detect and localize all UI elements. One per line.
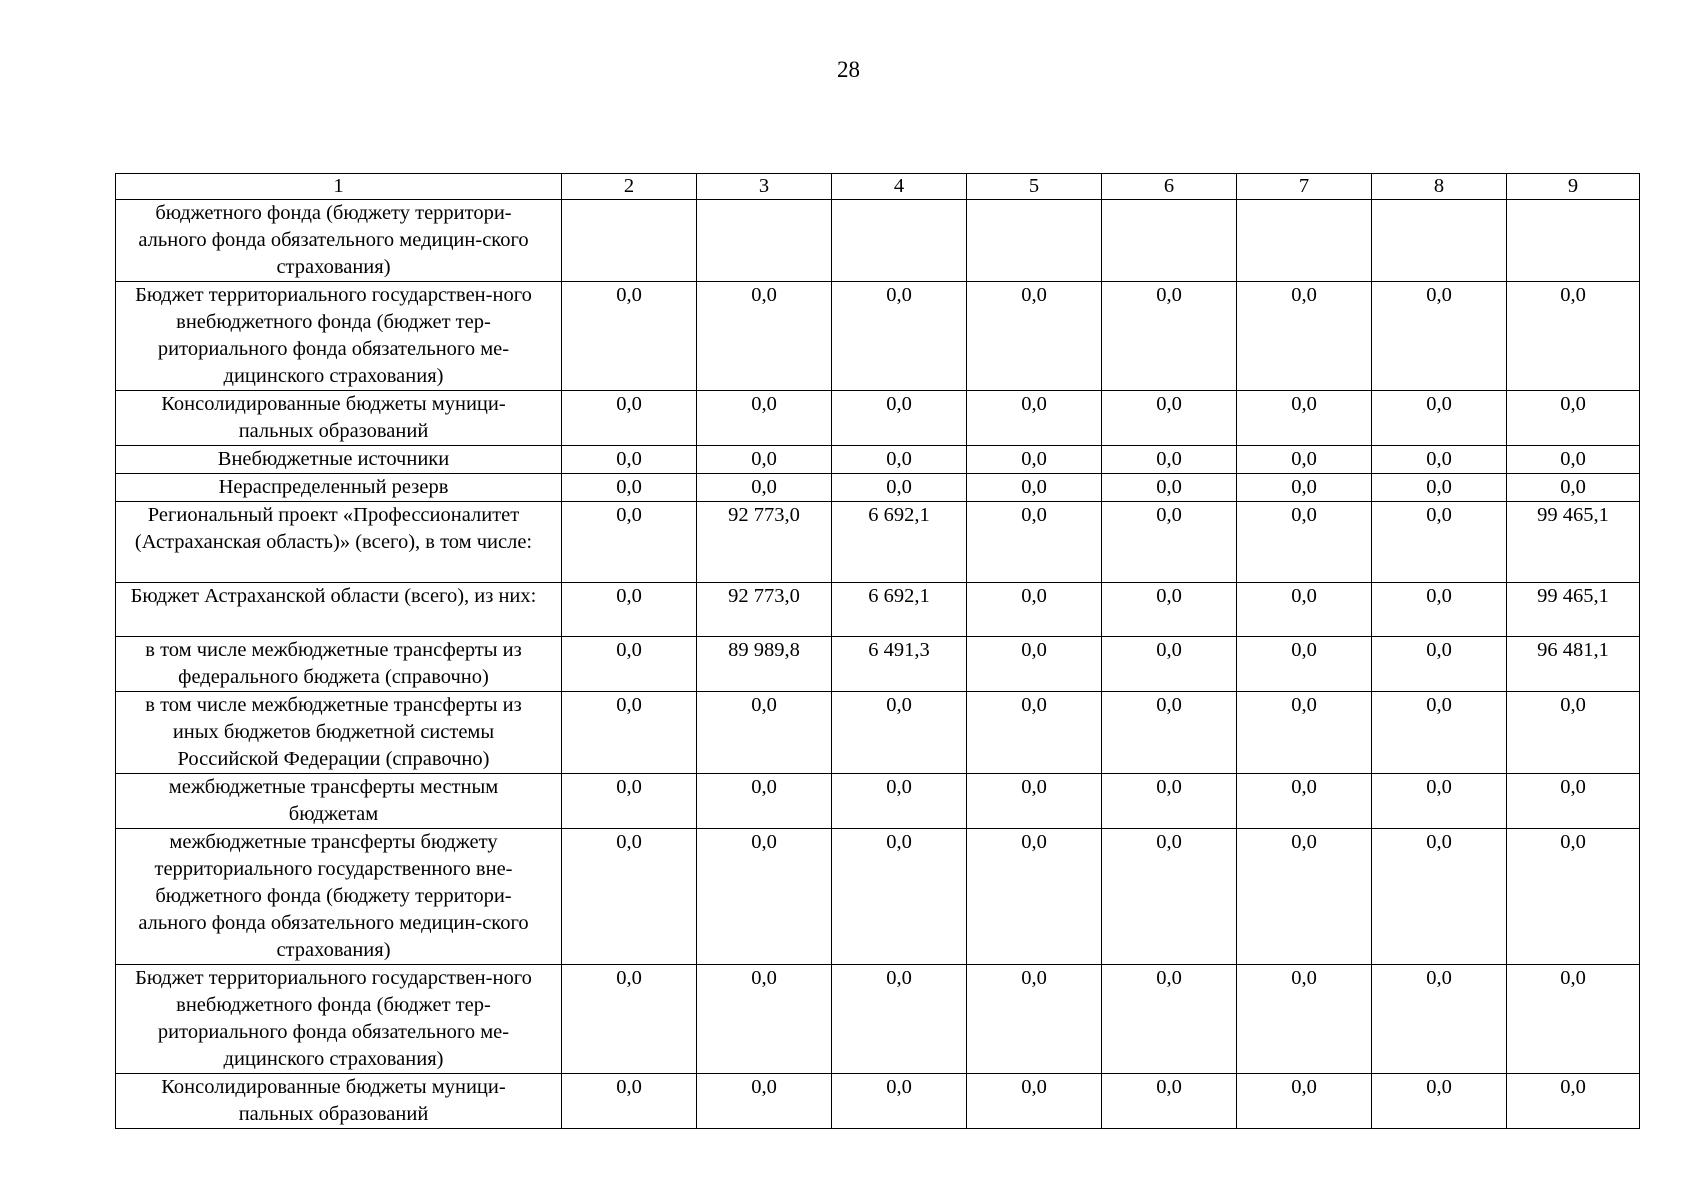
- table-cell: 0,0: [1507, 474, 1640, 502]
- table-cell: 0,0: [1237, 637, 1372, 692]
- table-cell: 0,0: [1102, 829, 1237, 965]
- table-cell: 0,0: [1102, 446, 1237, 474]
- table-cell: 0,0: [1507, 965, 1640, 1074]
- row-label: Региональный проект «Профессионалитет (Астраханская область)» (всего), в том числе:: [116, 502, 562, 583]
- table-cell: [832, 200, 967, 282]
- table-row: [116, 774, 1640, 829]
- table-cell: 0,0: [1102, 583, 1237, 637]
- table-cell: 0,0: [1507, 829, 1640, 965]
- table-cell: 92 773,0: [697, 583, 832, 637]
- table-cell: [1237, 200, 1372, 282]
- table-cell: 0,0: [832, 446, 967, 474]
- table-cell: 0,0: [562, 282, 697, 391]
- row-label: бюджетного фонда (бюджету территори-ального фонда обязательного медицин-ского страхования): [116, 200, 562, 282]
- table-cell: 0,0: [832, 282, 967, 391]
- table-cell: 0,0: [1507, 282, 1640, 391]
- table-cell: 0,0: [697, 965, 832, 1074]
- table-row: [116, 965, 1640, 1074]
- table-cell: 0,0: [1237, 391, 1372, 446]
- column-header: 2: [562, 174, 697, 200]
- table-cell: 0,0: [562, 583, 697, 637]
- page-number: 28: [837, 57, 860, 82]
- row-label: в том числе межбюджетные трансферты из иных бюджетов бюджетной системы Российской Федерации (справочно): [116, 692, 562, 774]
- table-cell: 0,0: [1102, 965, 1237, 1074]
- table-cell: 0,0: [1102, 1074, 1237, 1129]
- table-cell: 0,0: [1372, 1074, 1507, 1129]
- table-cell: 0,0: [967, 692, 1102, 774]
- table-row: [116, 829, 1640, 965]
- table-cell: 0,0: [562, 474, 697, 502]
- table-cell: 0,0: [1372, 692, 1507, 774]
- table-cell: 6 692,1: [832, 502, 967, 583]
- table-cell: 0,0: [1102, 391, 1237, 446]
- table-cell: 0,0: [562, 637, 697, 692]
- table-cell: 0,0: [562, 502, 697, 583]
- row-label: Нераспределенный резерв: [116, 474, 562, 502]
- table-cell: 0,0: [1372, 391, 1507, 446]
- column-header: 6: [1102, 174, 1237, 200]
- table-cell: 0,0: [562, 446, 697, 474]
- table-cell: 0,0: [697, 829, 832, 965]
- table-cell: 89 989,8: [697, 637, 832, 692]
- row-label: межбюджетные трансферты местным бюджетам: [116, 774, 562, 829]
- table-cell: 0,0: [1237, 829, 1372, 965]
- table-cell: 0,0: [697, 391, 832, 446]
- table-cell: 99 465,1: [1507, 502, 1640, 583]
- table-cell: 0,0: [697, 692, 832, 774]
- table-row: [116, 1074, 1640, 1129]
- table-row: [116, 200, 1640, 282]
- table-cell: 0,0: [832, 774, 967, 829]
- table-cell: 0,0: [1237, 1074, 1372, 1129]
- table-cell: 0,0: [967, 829, 1102, 965]
- table-cell: [697, 200, 832, 282]
- table-cell: 0,0: [832, 1074, 967, 1129]
- table-cell: [1507, 200, 1640, 282]
- table-cell: 99 465,1: [1507, 583, 1640, 637]
- table-cell: 0,0: [1507, 1074, 1640, 1129]
- row-label: Бюджет Астраханской области (всего), из них:: [116, 583, 562, 637]
- table-cell: 0,0: [967, 774, 1102, 829]
- table-cell: 0,0: [1237, 446, 1372, 474]
- table-cell: 0,0: [1237, 282, 1372, 391]
- table-cell: 0,0: [1237, 774, 1372, 829]
- table-cell: 0,0: [697, 774, 832, 829]
- table-cell: 0,0: [967, 474, 1102, 502]
- table-cell: 0,0: [562, 692, 697, 774]
- table-cell: 0,0: [832, 692, 967, 774]
- table-cell: 0,0: [1507, 774, 1640, 829]
- table-row: [116, 502, 1640, 583]
- table-cell: 0,0: [1372, 637, 1507, 692]
- budget-table: [115, 173, 1640, 1129]
- column-header: 8: [1372, 174, 1507, 200]
- table-row: [116, 446, 1640, 474]
- table-cell: 0,0: [1102, 282, 1237, 391]
- table-cell: 0,0: [967, 637, 1102, 692]
- column-header: 1: [116, 174, 562, 200]
- table-cell: 0,0: [967, 446, 1102, 474]
- table-cell: 0,0: [832, 474, 967, 502]
- table-cell: 0,0: [1372, 502, 1507, 583]
- table-cell: 0,0: [832, 965, 967, 1074]
- table-cell: 0,0: [697, 446, 832, 474]
- table-cell: 0,0: [1372, 774, 1507, 829]
- table-cell: [1102, 200, 1237, 282]
- row-label: в том числе межбюджетные трансферты из федерального бюджета (справочно): [116, 637, 562, 692]
- row-label: Внебюджетные источники: [116, 446, 562, 474]
- table-cell: 0,0: [1237, 474, 1372, 502]
- row-label: Консолидированные бюджеты муници-пальных образований: [116, 1074, 562, 1129]
- table-row: [116, 474, 1640, 502]
- table-cell: 0,0: [1507, 391, 1640, 446]
- table-cell: 6 692,1: [832, 583, 967, 637]
- table-cell: 0,0: [697, 474, 832, 502]
- table-cell: 0,0: [967, 502, 1102, 583]
- column-header: 7: [1237, 174, 1372, 200]
- table-row: [116, 583, 1640, 637]
- column-header: 4: [832, 174, 967, 200]
- table-cell: 0,0: [697, 1074, 832, 1129]
- table-cell: 0,0: [1102, 692, 1237, 774]
- table-row: [116, 391, 1640, 446]
- table-cell: 0,0: [697, 282, 832, 391]
- table-cell: 0,0: [832, 829, 967, 965]
- table-cell: 0,0: [562, 391, 697, 446]
- row-label: Консолидированные бюджеты муници-пальных образований: [116, 391, 562, 446]
- row-label: Бюджет территориального государствен-ного внебюджетного фонда (бюджет тер-риториального фонда обязательного ме-дицинского страхования): [116, 965, 562, 1074]
- table-cell: 0,0: [1372, 965, 1507, 1074]
- table-header-row: [116, 174, 1640, 200]
- table-row: [116, 637, 1640, 692]
- table-cell: 0,0: [1507, 692, 1640, 774]
- table-cell: 0,0: [1102, 474, 1237, 502]
- table-cell: 0,0: [967, 1074, 1102, 1129]
- table-cell: 0,0: [562, 774, 697, 829]
- table-cell: 0,0: [1102, 502, 1237, 583]
- table-cell: [562, 200, 697, 282]
- table-cell: 0,0: [832, 391, 967, 446]
- table-cell: 0,0: [562, 829, 697, 965]
- table-cell: 0,0: [562, 1074, 697, 1129]
- column-header: 3: [697, 174, 832, 200]
- column-header: 5: [967, 174, 1102, 200]
- table-cell: 0,0: [562, 965, 697, 1074]
- table-cell: 0,0: [1372, 583, 1507, 637]
- table-cell: 0,0: [1372, 446, 1507, 474]
- table-row: [116, 282, 1640, 391]
- table-cell: 0,0: [967, 965, 1102, 1074]
- table-row: [116, 692, 1640, 774]
- table-cell: 0,0: [1372, 282, 1507, 391]
- table-cell: 92 773,0: [697, 502, 832, 583]
- row-label: межбюджетные трансферты бюджету территориального государственного вне-бюджетного фонда (бюджету территори-ального фонда обязательного медицин-ского страхования): [116, 829, 562, 965]
- table-cell: 0,0: [967, 282, 1102, 391]
- table-cell: 0,0: [967, 583, 1102, 637]
- table-cell: 96 481,1: [1507, 637, 1640, 692]
- table-cell: 0,0: [1237, 502, 1372, 583]
- column-header: 9: [1507, 174, 1640, 200]
- table-cell: 6 491,3: [832, 637, 967, 692]
- table-cell: 0,0: [1237, 692, 1372, 774]
- table-cell: 0,0: [1237, 965, 1372, 1074]
- table-cell: 0,0: [967, 391, 1102, 446]
- table-cell: [967, 200, 1102, 282]
- table-cell: [1372, 200, 1507, 282]
- table-cell: 0,0: [1237, 583, 1372, 637]
- table-cell: 0,0: [1372, 829, 1507, 965]
- table-cell: 0,0: [1102, 774, 1237, 829]
- row-label: Бюджет территориального государствен-ного внебюджетного фонда (бюджет тер-риториального фонда обязательного ме-дицинского страхования): [116, 282, 562, 391]
- table-cell: 0,0: [1102, 637, 1237, 692]
- table-cell: 0,0: [1507, 446, 1640, 474]
- table-cell: 0,0: [1372, 474, 1507, 502]
